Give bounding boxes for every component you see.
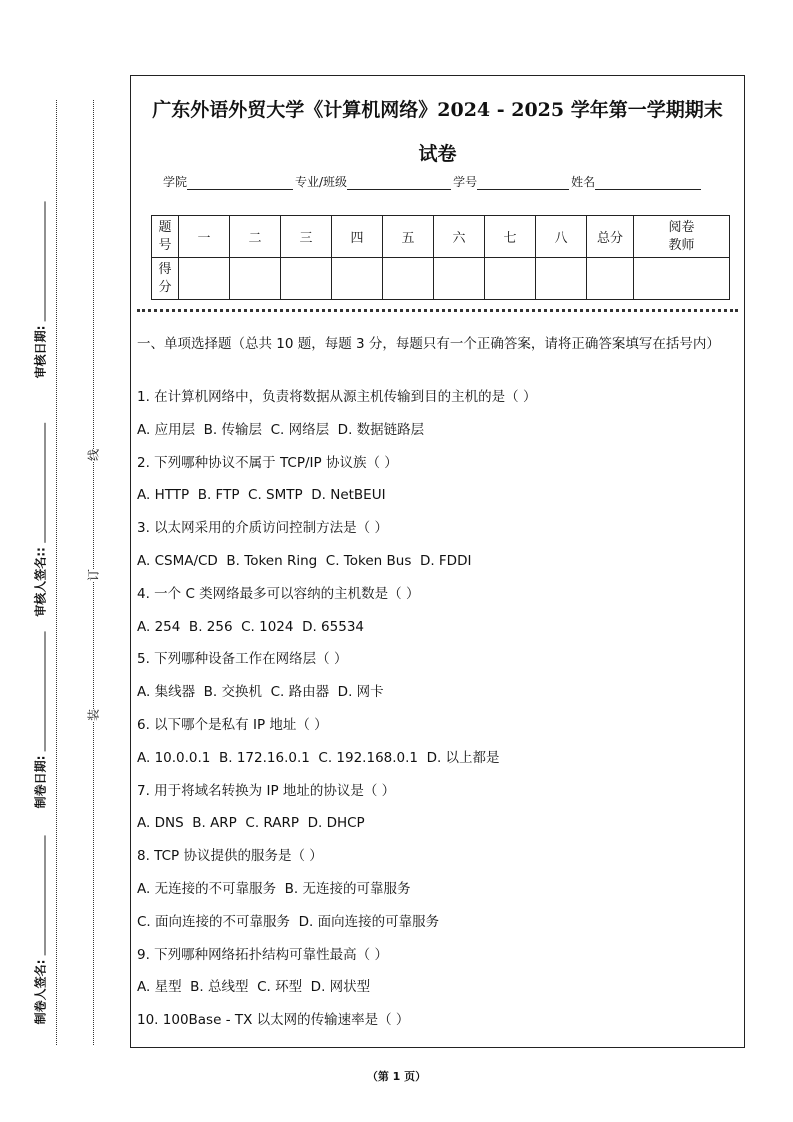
column-header: 五 [383,216,434,258]
question-options: A. 无连接的不可靠服务 B. 无连接的可靠服务 [137,880,411,897]
preparer-signature-label: 制卷人签名: [33,959,48,1025]
reviewer-signature-label: 审核人签名:: [33,547,48,617]
score-cell[interactable] [383,258,434,300]
question-options: A. 254 B. 256 C. 1024 D. 65534 [137,618,364,635]
student-id-label: 学号 [453,175,478,189]
total-header: 总分 [587,216,634,258]
score-cell[interactable] [230,258,281,300]
dotted-separator [137,309,738,312]
reviewer-signature-line[interactable] [35,423,46,543]
column-header: 二 [230,216,281,258]
major-class-label: 专业/班级 [295,175,348,189]
score-table [151,215,730,300]
teacher-header-line: 阅卷 [668,219,695,235]
score-char: 分 [158,279,172,295]
preparer-signature-line[interactable] [35,836,46,956]
question-options: A. 应用层 B. 传输层 C. 网络层 D. 数据链路层 [137,421,425,438]
section-title: 一、单项选择题（总共 10 题，每题 3 分，每题只有一个正确答案，请将正确答案填写在括号内） [137,336,720,352]
student-info [163,173,703,190]
question-stem: 2. 下列哪种协议不属于 TCP/IP 协议族（ ） [137,454,398,471]
question-stem: 3. 以太网采用的介质访问控制方法是（ ） [137,520,388,537]
question-stem: 10. 100Base - TX 以太网的传输速率是（ ） [137,1012,410,1029]
question-options: A. 星型 B. 总线型 C. 环型 D. 网状型 [137,979,371,996]
exam-title [131,88,744,176]
review-date-label: 审核日期: [33,325,48,379]
question-stem: 4. 一个 C 类网络最多可以容纳的主机数是（ ） [137,585,420,602]
binding-margin [0,0,120,1122]
score-cell[interactable] [536,258,587,300]
score-table-score-row [152,258,730,300]
teacher-cell[interactable] [634,258,730,300]
question-stem: 5. 下列哪种设备工作在网络层（ ） [137,651,348,668]
college-field[interactable] [187,175,293,190]
score-cell[interactable] [179,258,230,300]
question-options: C. 面向连接的不可靠服务 D. 面向连接的可靠服务 [137,913,440,930]
college-label: 学院 [163,175,188,189]
column-header: 八 [536,216,587,258]
page-number: （第 1 页） [366,1070,427,1083]
score-row-header [152,258,179,300]
score-cell[interactable] [281,258,332,300]
score-cell[interactable] [434,258,485,300]
question-options: A. 10.0.0.1 B. 172.16.0.1 C. 192.168.0.1 D. 以上都是 [137,749,500,766]
column-header: 四 [332,216,383,258]
question-options: A. HTTP B. FTP C. SMTP D. NetBEUI [137,487,386,504]
binding-mark-zhuang: 装 [83,709,104,721]
binding-mark-ding: 订 [83,569,104,581]
question-stem: 6. 以下哪个是私有 IP 地址（ ） [137,716,328,733]
question-stem: 7. 用于将域名转换为 IP 地址的协议是（ ） [137,782,396,799]
question-stem: 8. TCP 协议提供的服务是（ ） [137,848,323,865]
review-date-line[interactable] [35,202,46,322]
question-options: A. 集线器 B. 交换机 C. 路由器 D. 网卡 [137,684,384,701]
column-header: 三 [281,216,332,258]
score-table-header-row [152,216,730,258]
exam-title-line-2: 试卷 [418,143,457,165]
exam-title-line-1: 广东外语外贸大学《计算机网络》2024 - 2025 学年第一学期期末 [152,99,723,121]
question-list [137,385,738,1041]
score-char: 得 [158,261,172,277]
total-score-cell[interactable] [587,258,634,300]
exam-frame [130,75,745,1048]
binding-mark-xian: 线 [83,449,104,461]
header-char: 题 [158,219,172,235]
column-header: 一 [179,216,230,258]
column-header: 七 [485,216,536,258]
question-stem: 9. 下列哪种网络拓扑结构可靠性最高（ ） [137,946,388,963]
binding-dotted-line [56,100,57,1045]
header-char: 号 [158,237,172,253]
question-options: A. CSMA/CD B. Token Ring C. Token Bus D. FDDI [137,552,472,569]
name-label: 姓名 [571,175,596,189]
score-cell[interactable] [485,258,536,300]
prepare-date-line[interactable] [35,632,46,752]
question-stem: 1. 在计算机网络中，负责将数据从源主机传输到目的主机的是（ ） [137,389,537,405]
question-options: A. DNS B. ARP C. RARP D. DHCP [137,815,365,832]
prepare-date-label: 制卷日期: [33,755,48,809]
score-cell[interactable] [332,258,383,300]
major-class-field[interactable] [347,175,451,190]
question-number-header [152,216,179,258]
name-field[interactable] [595,175,701,190]
teacher-header-line: 教师 [668,237,695,253]
teacher-header [634,216,730,258]
column-header: 六 [434,216,485,258]
student-id-field[interactable] [477,175,569,190]
